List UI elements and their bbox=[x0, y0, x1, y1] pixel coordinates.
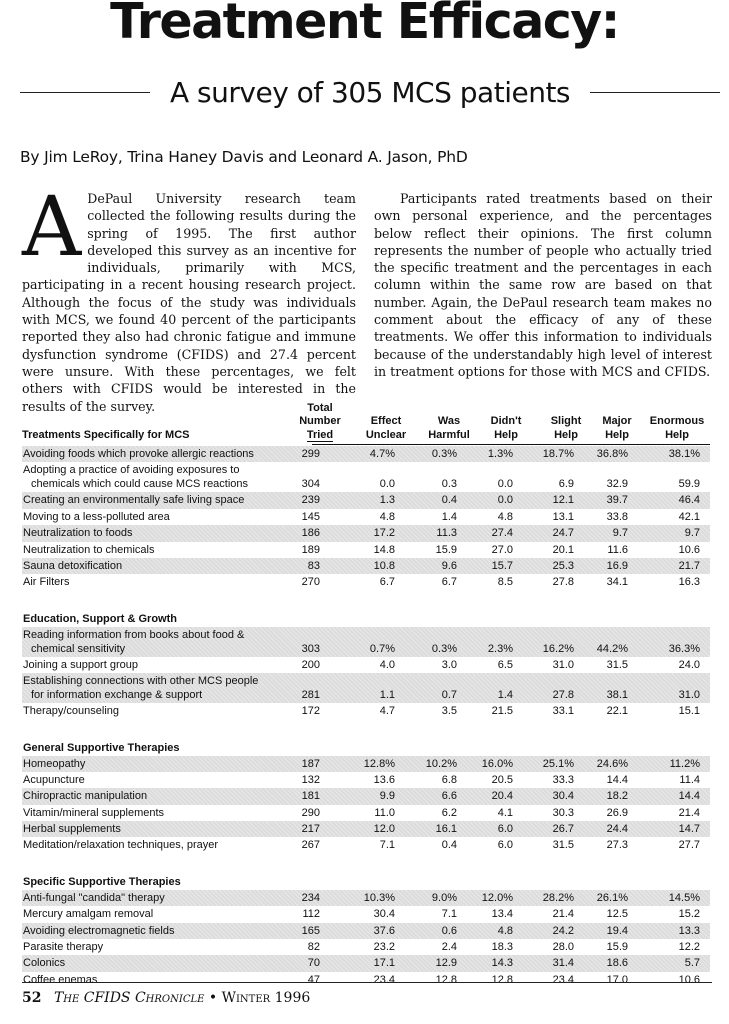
table-cell: 4.8 bbox=[497, 924, 513, 937]
treatment-name bbox=[23, 574, 291, 590]
table-cell: 16.1 bbox=[435, 823, 457, 836]
header-line: Slight bbox=[550, 415, 582, 427]
table-cell: 14.3 bbox=[491, 957, 513, 970]
table-cell: 13.4 bbox=[491, 908, 513, 921]
table-cell: 27.4 bbox=[491, 527, 513, 540]
treatment-name bbox=[23, 821, 291, 837]
magazine-name: The CFIDS Chronicle bbox=[53, 990, 205, 1006]
table-cell: 24.6% bbox=[596, 757, 628, 770]
table-cell: 14.8 bbox=[373, 543, 395, 556]
table-cell: 17.0 bbox=[606, 973, 628, 986]
table-cell: 22.1 bbox=[606, 705, 628, 718]
table-cell: 39.7 bbox=[606, 494, 628, 507]
header-line: Major bbox=[602, 415, 632, 427]
table-cell: 28.0 bbox=[552, 941, 574, 954]
table-cell: 12.2 bbox=[678, 941, 700, 954]
header-major-help bbox=[587, 415, 647, 442]
table-cell: 11.6 bbox=[607, 543, 628, 556]
footer bbox=[22, 990, 310, 1006]
treatment-name bbox=[23, 756, 291, 772]
table-cell: 7.1 bbox=[441, 908, 457, 921]
table-row bbox=[22, 955, 710, 971]
treatment-name bbox=[23, 446, 291, 462]
treatment-name bbox=[23, 906, 291, 922]
table-cell: 6.9 bbox=[558, 478, 574, 491]
table-row bbox=[22, 890, 710, 906]
table-cell: 4.0 bbox=[379, 658, 395, 671]
issue-date: Winter 1996 bbox=[221, 990, 311, 1006]
treatment-name-line: chemicals which could cause MCS reactions bbox=[31, 478, 249, 491]
table-cell: 0.3 bbox=[441, 478, 457, 491]
table-cell: 0.4 bbox=[441, 494, 457, 507]
table-cell: 11.0 bbox=[374, 806, 395, 819]
table-cell: 187 bbox=[301, 757, 320, 770]
table-cell: 6.7 bbox=[379, 576, 395, 589]
header-line: Help bbox=[554, 428, 578, 441]
table-cell: 304 bbox=[301, 478, 320, 491]
table-cell: 33.8 bbox=[606, 510, 628, 523]
header-was-harmful bbox=[420, 415, 478, 442]
treatment-name bbox=[23, 525, 291, 541]
table-cell: 5.7 bbox=[684, 957, 700, 970]
table-cell: 2.4 bbox=[441, 941, 457, 954]
table-cell: 267 bbox=[301, 839, 320, 852]
treatment-name bbox=[23, 542, 291, 558]
treatment-name-line: Chiropractic manipulation bbox=[23, 790, 148, 803]
table-cell: 23.2 bbox=[373, 941, 395, 954]
table-cell: 270 bbox=[301, 576, 320, 589]
header-line: Total bbox=[307, 401, 333, 414]
table-cell: 0.7% bbox=[369, 642, 395, 655]
table-row bbox=[22, 788, 710, 804]
treatment-name-line: for information exchange & support bbox=[31, 689, 203, 702]
table-cell: 17.1 bbox=[373, 957, 395, 970]
treatment-name-line: Mercury amalgam removal bbox=[23, 908, 154, 921]
table-cell: 31.0 bbox=[552, 658, 574, 671]
table-cell: 23.4 bbox=[552, 973, 574, 986]
table-cell: 1.3 bbox=[379, 494, 395, 507]
table-cell: 14.4 bbox=[606, 773, 628, 786]
treatment-name bbox=[23, 703, 291, 719]
treatment-name-line: Therapy/counseling bbox=[23, 705, 120, 718]
table-cell: 13.1 bbox=[552, 510, 574, 523]
table-cell: 11.2% bbox=[669, 757, 700, 770]
treatment-name bbox=[23, 492, 291, 508]
table-cell: 16.0% bbox=[481, 757, 513, 770]
table-cell: 18.2 bbox=[606, 790, 628, 803]
treatment-name bbox=[23, 657, 291, 673]
treatment-name bbox=[23, 805, 291, 821]
treatment-name-line: Colonics bbox=[23, 957, 66, 970]
treatment-name bbox=[23, 955, 291, 971]
table-cell: 31.4 bbox=[552, 957, 574, 970]
byline: By Jim LeRoy, Trina Haney Davis and Leonard A. Jason, PhD bbox=[20, 148, 468, 166]
table-cell: 23.4 bbox=[373, 973, 395, 986]
table-row bbox=[22, 542, 710, 558]
treatment-name bbox=[23, 674, 291, 702]
table-cell: 12.8 bbox=[435, 973, 457, 986]
table-cell: 6.2 bbox=[441, 806, 457, 819]
header-line: Was bbox=[437, 415, 461, 427]
table-cell: 26.1% bbox=[596, 891, 628, 904]
table-cell: 18.7% bbox=[542, 448, 574, 460]
header-line: Tried bbox=[306, 428, 334, 441]
table-row bbox=[22, 972, 710, 988]
table-cell: 0.4 bbox=[441, 839, 457, 852]
table-cell: 42.1 bbox=[678, 510, 700, 523]
table-cell: 46.4 bbox=[678, 494, 700, 507]
table-cell: 21.5 bbox=[491, 705, 513, 718]
table-cell: 30.4 bbox=[373, 908, 395, 921]
table-cell: 31.0 bbox=[678, 689, 700, 702]
right-paragraph: Participants rated treatments based on their own personal experience, and the percentages below reflect their opinions. The first column represents the number of people who actually tried the specific treatment and the percentages in each column within the same row are based on that number. Again, the DePaul research team makes no comment about the efficacy of any of these treatments. We offer this information to individuals because of the understandably high level of interest in treatment options for those with MCS and CFIDS. bbox=[374, 191, 712, 379]
table-cell: 24.7 bbox=[552, 527, 574, 540]
header-line: Harmful bbox=[428, 428, 470, 441]
table-cell: 24.2 bbox=[552, 924, 574, 937]
treatment-name-line: Vitamin/mineral supplements bbox=[23, 806, 165, 819]
table-cell: 217 bbox=[301, 823, 320, 836]
table-cell: 18.6 bbox=[606, 957, 628, 970]
treatment-name-line: Anti-fungal "candida" therapy bbox=[23, 891, 165, 904]
table-cell: 4.7 bbox=[379, 705, 395, 718]
table-cell: 38.1 bbox=[606, 689, 628, 702]
table-cell: 11.4 bbox=[679, 773, 700, 786]
table-cell: 186 bbox=[301, 527, 320, 540]
table-cell: 9.0% bbox=[431, 891, 457, 904]
table-cell: 12.8 bbox=[491, 973, 513, 986]
table-cell: 6.6 bbox=[441, 790, 457, 803]
treatment-name-line: Adopting a practice of avoiding exposures to bbox=[23, 464, 240, 477]
table-cell: 239 bbox=[301, 494, 320, 507]
table-cell: 38.1% bbox=[668, 448, 700, 460]
table-row bbox=[22, 673, 710, 703]
treatment-name bbox=[23, 972, 291, 988]
table-cell: 9.9 bbox=[379, 790, 395, 803]
table-cell: 31.5 bbox=[606, 658, 628, 671]
table-cell: 26.7 bbox=[552, 823, 574, 836]
section-title: Education, Support & Growth bbox=[23, 612, 177, 625]
dropcap: A bbox=[22, 180, 82, 275]
table-cell: 9.7 bbox=[684, 527, 700, 540]
treatment-name-line: Sauna detoxification bbox=[23, 559, 123, 572]
header-didnt-help bbox=[477, 415, 535, 442]
table-cell: 20.5 bbox=[491, 773, 513, 786]
table-cell: 10.3% bbox=[363, 891, 395, 904]
header-line: Help bbox=[494, 428, 518, 441]
table-cell: 25.3 bbox=[552, 559, 574, 572]
table-cell: 1.1 bbox=[379, 689, 395, 702]
table-cell: 31.5 bbox=[552, 839, 574, 852]
table-cell: 44.2% bbox=[596, 642, 628, 655]
table-cell: 15.7 bbox=[491, 559, 513, 572]
table-cell: 15.9 bbox=[606, 941, 628, 954]
article-left-column bbox=[22, 180, 356, 415]
table-cell: 70 bbox=[307, 957, 320, 970]
table-row bbox=[22, 837, 710, 853]
treatment-name-line: Avoiding foods which provoke allergic reactions bbox=[23, 448, 254, 460]
table-cell: 2.3% bbox=[487, 642, 513, 655]
table-cell: 281 bbox=[301, 689, 320, 702]
treatment-name-line: Herbal supplements bbox=[23, 823, 121, 836]
table-row bbox=[22, 509, 710, 525]
table-cell: 27.3 bbox=[606, 839, 628, 852]
table-cell: 36.8% bbox=[596, 448, 628, 460]
table-row bbox=[22, 558, 710, 574]
table-cell: 9.7 bbox=[612, 527, 628, 540]
table-cell: 4.7% bbox=[369, 448, 395, 460]
table-cell: 172 bbox=[301, 705, 320, 718]
table-cell: 303 bbox=[301, 642, 320, 655]
table-cell: 21.7 bbox=[678, 559, 700, 572]
table-cell: 32.9 bbox=[606, 478, 628, 491]
treatment-name-line: Acupuncture bbox=[23, 773, 85, 786]
table-cell: 3.5 bbox=[441, 705, 457, 718]
table-cell: 34.1 bbox=[606, 576, 628, 589]
header-rule bbox=[312, 444, 710, 445]
treatment-name bbox=[23, 923, 291, 939]
table-cell: 33.3 bbox=[552, 773, 574, 786]
table-cell: 6.0 bbox=[497, 839, 513, 852]
table-cell: 6.8 bbox=[441, 773, 457, 786]
table-cell: 132 bbox=[301, 773, 320, 786]
section-title: Specific Supportive Therapies bbox=[23, 875, 181, 888]
table-row bbox=[22, 805, 710, 821]
table-cell: 15.2 bbox=[678, 908, 700, 921]
table-cell: 59.9 bbox=[678, 478, 700, 491]
header-line: Help bbox=[665, 428, 689, 441]
table-cell: 299 bbox=[301, 448, 320, 460]
left-paragraph: DePaul University research team collected the following results during the spring of 1995. The first author developed this survey as an incentive for individuals, primarily with MCS, participating in a recent housing research project. Although the focus of the study was individuals with MCS, we found 40 percent of the participants reported they also had chronic fatigue and immune dysfunction syndrome (CFIDS) and 27.4 percent were unsure. With these percentages, we felt others with CFIDS would be interested in the results of the survey. bbox=[22, 191, 356, 414]
treatment-name-line: Creating an environmentally safe living space bbox=[23, 494, 245, 507]
table-row bbox=[22, 821, 710, 837]
table-header bbox=[22, 398, 710, 442]
header-line: Help bbox=[605, 428, 629, 441]
table-cell: 14.4 bbox=[678, 790, 700, 803]
table-cell: 17.2 bbox=[373, 527, 395, 540]
results-table bbox=[22, 398, 710, 988]
table-cell: 10.2% bbox=[425, 757, 457, 770]
subtitle-rule-right bbox=[590, 92, 720, 93]
table-cell: 27.8 bbox=[552, 576, 574, 589]
treatment-name-line: Air Filters bbox=[23, 576, 70, 589]
table-cell: 13.3 bbox=[678, 924, 700, 937]
table-row bbox=[22, 525, 710, 541]
table-cell: 145 bbox=[301, 510, 320, 523]
article-right-column bbox=[374, 190, 712, 380]
table-cell: 6.5 bbox=[497, 658, 513, 671]
treatment-name-line: Homeopathy bbox=[23, 757, 86, 770]
table-cell: 13.6 bbox=[373, 773, 395, 786]
table-cell: 30.3 bbox=[552, 806, 574, 819]
table-cell: 290 bbox=[301, 806, 320, 819]
table-cell: 15.9 bbox=[435, 543, 457, 556]
table-cell: 4.8 bbox=[497, 510, 513, 523]
table-cell: 1.4 bbox=[441, 510, 457, 523]
table-cell: 16.9 bbox=[606, 559, 628, 572]
table-cell: 0.7 bbox=[441, 689, 457, 702]
table-cell: 82 bbox=[307, 941, 320, 954]
header-line: Effect bbox=[370, 415, 402, 427]
table-cell: 9.6 bbox=[441, 559, 457, 572]
table-cell: 16.3 bbox=[678, 576, 700, 589]
treatment-name bbox=[23, 837, 291, 853]
table-cell: 12.8% bbox=[363, 757, 395, 770]
treatment-name bbox=[23, 772, 291, 788]
table-row bbox=[22, 756, 710, 772]
page-number: 52 bbox=[22, 990, 42, 1006]
table-cell: 10.6 bbox=[678, 543, 700, 556]
treatment-name-line: Joining a support group bbox=[23, 658, 138, 671]
table-cell: 112 bbox=[302, 908, 320, 921]
table-cell: 189 bbox=[301, 543, 320, 556]
table-cell: 8.5 bbox=[497, 576, 513, 589]
table-cell: 83 bbox=[307, 559, 320, 572]
treatment-name-line: Neutralization to chemicals bbox=[23, 543, 155, 556]
table-row bbox=[22, 703, 710, 719]
treatment-name-line: Coffee enemas bbox=[23, 973, 98, 986]
treatment-name-line: Moving to a less-polluted area bbox=[23, 510, 170, 523]
table-cell: 165 bbox=[301, 924, 320, 937]
table-cell: 19.4 bbox=[606, 924, 628, 937]
table-cell: 6.7 bbox=[441, 576, 457, 589]
header-line: Number bbox=[299, 415, 341, 427]
header-total-tried bbox=[292, 402, 348, 443]
table-row bbox=[22, 492, 710, 508]
table-cell: 0.6 bbox=[441, 924, 457, 937]
section-title: General Supportive Therapies bbox=[23, 741, 180, 754]
table-cell: 0.0 bbox=[497, 478, 513, 491]
header-enormous-help bbox=[642, 415, 712, 442]
table-cell: 26.9 bbox=[606, 806, 628, 819]
table-row bbox=[22, 772, 710, 788]
subtitle: A survey of 305 MCS patients bbox=[170, 75, 571, 109]
table-cell: 27.7 bbox=[678, 839, 700, 852]
table-cell: 15.1 bbox=[678, 705, 700, 718]
header-line: Unclear bbox=[365, 428, 407, 441]
table-row bbox=[22, 446, 710, 462]
treatment-name bbox=[23, 509, 291, 525]
table-cell: 4.1 bbox=[497, 806, 513, 819]
table-cell: 25.1% bbox=[542, 757, 574, 770]
footer-separator: • bbox=[208, 990, 218, 1006]
header-effect-unclear bbox=[357, 415, 415, 442]
table-cell: 11.3 bbox=[436, 527, 457, 540]
table-cell: 33.1 bbox=[552, 705, 574, 718]
table-cell: 12.1 bbox=[552, 494, 574, 507]
table-cell: 28.2% bbox=[542, 891, 574, 904]
table-cell: 12.0 bbox=[373, 823, 395, 836]
treatment-name-line: Meditation/relaxation techniques, prayer bbox=[23, 839, 219, 852]
treatment-name-line: Establishing connections with other MCS people bbox=[23, 675, 259, 688]
treatment-name-line: Parasite therapy bbox=[23, 941, 104, 954]
subtitle-rule-left bbox=[20, 92, 150, 93]
treatment-name bbox=[23, 890, 291, 906]
table-cell: 12.0% bbox=[481, 891, 513, 904]
table-cell: 14.7 bbox=[678, 823, 700, 836]
table-cell: 0.3% bbox=[431, 448, 457, 460]
treatment-name bbox=[23, 558, 291, 574]
treatment-name bbox=[23, 788, 291, 804]
table-cell: 0.0 bbox=[497, 494, 513, 507]
table-cell: 10.6 bbox=[678, 973, 700, 986]
table-row bbox=[22, 657, 710, 673]
section-title: Treatments Specifically for MCS bbox=[22, 428, 190, 441]
table-cell: 20.4 bbox=[491, 790, 513, 803]
table-cell: 37.6 bbox=[373, 924, 395, 937]
table-cell: 16.2% bbox=[542, 642, 574, 655]
table-cell: 24.4 bbox=[606, 823, 628, 836]
table-cell: 0.3% bbox=[431, 642, 457, 655]
table-cell: 4.8 bbox=[379, 510, 395, 523]
treatment-name-line: Avoiding electromagnetic fields bbox=[23, 924, 175, 937]
treatment-name-line: Neutralization to foods bbox=[23, 527, 133, 540]
table-cell: 20.1 bbox=[552, 543, 574, 556]
page-title: Treatment Efficacy: bbox=[110, 0, 619, 50]
table-body bbox=[22, 446, 710, 988]
table-cell: 1.4 bbox=[497, 689, 513, 702]
table-cell: 7.1 bbox=[379, 839, 395, 852]
table-cell: 10.8 bbox=[373, 559, 395, 572]
table-cell: 24.0 bbox=[678, 658, 700, 671]
table-cell: 30.4 bbox=[552, 790, 574, 803]
table-row bbox=[22, 939, 710, 955]
table-cell: 47 bbox=[307, 973, 320, 986]
table-cell: 0.0 bbox=[379, 478, 395, 491]
table-cell: 27.8 bbox=[552, 689, 574, 702]
treatment-name bbox=[23, 939, 291, 955]
treatment-name bbox=[23, 463, 291, 491]
table-cell: 36.3% bbox=[668, 642, 700, 655]
table-cell: 18.3 bbox=[491, 941, 513, 954]
subtitle-row bbox=[20, 72, 720, 112]
header-line: Didn't bbox=[490, 415, 522, 427]
table-cell: 14.5% bbox=[668, 891, 700, 904]
table-cell: 12.5 bbox=[606, 908, 628, 921]
table-cell: 27.0 bbox=[491, 543, 513, 556]
table-cell: 6.0 bbox=[497, 823, 513, 836]
table-row bbox=[22, 574, 710, 590]
table-cell: 1.3% bbox=[487, 448, 513, 460]
table-cell: 3.0 bbox=[441, 658, 457, 671]
table-cell: 181 bbox=[301, 790, 320, 803]
header-line: Enormous bbox=[649, 415, 705, 427]
table-cell: 234 bbox=[301, 891, 320, 904]
treatment-name bbox=[23, 628, 291, 656]
footer-rule bbox=[22, 982, 712, 983]
table-cell: 21.4 bbox=[678, 806, 700, 819]
table-row bbox=[22, 462, 710, 492]
treatment-name-line: Reading information from books about food & bbox=[23, 628, 245, 641]
table-cell: 200 bbox=[301, 658, 320, 671]
treatment-name-line: chemical sensitivity bbox=[31, 642, 126, 655]
table-cell: 21.4 bbox=[552, 908, 574, 921]
table-row bbox=[22, 627, 710, 657]
table-row bbox=[22, 923, 710, 939]
table-row bbox=[22, 906, 710, 922]
table-cell: 12.9 bbox=[435, 957, 457, 970]
